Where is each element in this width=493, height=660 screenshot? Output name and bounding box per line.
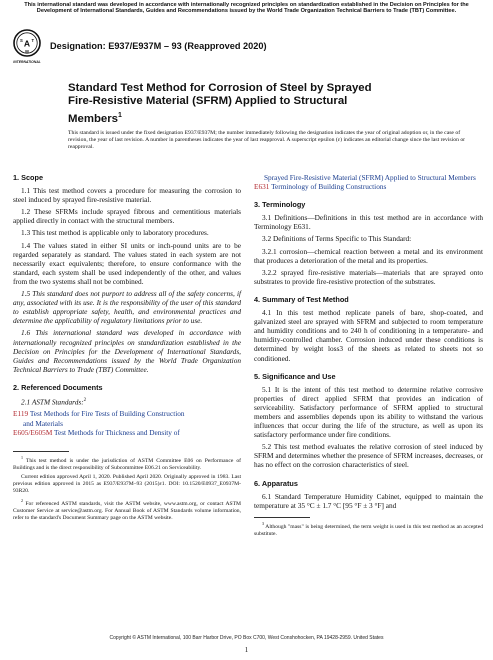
para-4-1: 4.1 In this test method replicate panels of bare, shop-coated, and galvanized steel are sprayed with SFRM and subjected to room temperature and humidity conditions and to 240 h of conditioning in a temperature- and humidity-controlled chamber. Corrosion induced under these conditions is determined by weight loss3 of the sheets as related to sheets not so conditioned.	[254, 308, 483, 363]
reference-e119-code[interactable]: E119	[13, 409, 29, 419]
reference-e631[interactable]	[254, 182, 483, 191]
reference-e605-title[interactable]: Test Methods for Thickness and Density of	[54, 427, 180, 437]
section-significance-heading: 5. Significance and Use	[254, 371, 336, 381]
para-3-2-2: 3.2.2 sprayed fire-resistive materials—materials that are sprayed onto substrates to provide fire-resistive protection of the substrates.	[254, 267, 483, 286]
para-5-1: 5.1 It is the intent of this test method to determine relative corrosive properties of direct applied SFRM that provides an indication of serviceability. Satisfactory performance of SFRM applied to structural members and assemblies depends upon its ability to withstand the various influences that occur during the life of the structure, as well as upon its satisfactory performance under fire conditions.	[254, 384, 483, 440]
reference-e631-title[interactable]: Terminology of Building Constructions	[271, 182, 387, 192]
para-1-6-text: 1.6 This international standard was developed in accordance with internationally recognized principles on standardization established in the Decision on Principles for the Development of International Standards, Guides and Recommendations issued by the World Trade Organization Technical Barriers to Trade (TBT) Committee.	[13, 328, 241, 374]
right-column	[254, 173, 483, 540]
para-3-2: 3.2 Definitions of Terms Specific to This Standard:	[262, 234, 412, 244]
section-apparatus-heading: 6. Apparatus	[254, 478, 298, 488]
left-column	[13, 173, 241, 525]
page-number: 1	[244, 646, 249, 654]
footnote-3: $^3$ Although "mass" is being determined, the term weight is used in this test method as an accepted substitute.	[254, 520, 483, 537]
section-summary-heading: 4. Summary of Test Method	[254, 294, 349, 304]
section-scope-heading: 1. Scope	[13, 173, 44, 182]
para-5-2: 5.2 This test method evaluates the relative corrosion of steel induced by SFRM and determines whether the presence of SFRM increases, decreases, or has no effect on the corrosion characteristics of steel.	[254, 442, 483, 470]
svg-text:INTERNATIONAL: INTERNATIONAL	[13, 60, 41, 64]
para-1-5-text: 1.5 This standard does not purport to address all of the safety concerns, if any, associated with its use. It is the responsibility of the user of this standard to establish appropriate safety, health, and environmental practices and determine the applicability of regulatory limitations prior to use.	[13, 289, 241, 326]
footnote-marker-2: 2	[83, 397, 87, 403]
title-footnote-marker: 1	[118, 111, 122, 119]
svg-text:M: M	[25, 49, 29, 54]
footnote-2: $^2$ For referenced ASTM standards, visit the ASTM website, www.astm.org, or contact ASTM Customer Service at service@astm.org. For Annual Book of ASTM Standards volume information, refer to the standard's Document Summary page on the ASTM website.	[13, 498, 241, 521]
reference-e119-title[interactable]: Test Methods for Fire Tests of Building Construction	[29, 409, 185, 419]
document-title	[68, 82, 398, 126]
designation: Designation: E937/E937M – 93 (Reapproved 2020)	[50, 41, 267, 51]
para-1-6	[13, 328, 241, 373]
copyright-footer: Copyright © ASTM International, 100 Barr Harbor Drive, PO Box C700, West Conshohocken, PA 19428-2959. United States	[109, 635, 384, 641]
section-terminology-heading: 3. Terminology	[254, 200, 306, 210]
tbt-notice: This international standard was developed in accordance with internationally recognized principles on standardization established in the Decision on Principles for the Development of International Standards, Guides and Recommendations issued by the World Trade Organization Technical Barriers to Trade (TBT) Committee.	[24, 2, 469, 15]
footnote-1-edition: Current edition approved April 1, 2020. Published April 2020. Originally approved in 1983. Last previous edition approved in 2015 as E937/E937M–93 (2015)ε1. DOI: 10.1520/E0937_E0937M-93R20.	[13, 474, 241, 495]
reference-e605-code[interactable]: E605/E605M	[13, 427, 53, 437]
para-1-1: 1.1 This test method covers a procedure for measuring the corrosion to steel induced by sprayed fire-resistive material.	[13, 186, 241, 205]
issuance-note: This standard is issued under the fixed designation E937/E937M; the number immediately following the designation indicates the year of original adoption or, in the case of revision, the year of last revision. A number in parentheses indicates the year of last reapproval. A superscript epsilon (ε) indicates an editorial change since the last revision or reapproval.	[68, 130, 466, 151]
reference-e605-continuation[interactable]: Sprayed Fire-Resistive Material (SFRM) Applied to Structural Members	[264, 173, 476, 182]
section-referenced-documents-heading: 2. Referenced Documents	[13, 382, 103, 392]
para-1-2: 1.2 These SFRMs include sprayed fibrous and cementitious materials applied directly in contact with the structural members.	[13, 207, 241, 226]
para-2-1	[13, 396, 241, 407]
reference-e119-continuation[interactable]: and Materials	[23, 418, 63, 428]
reference-e631-code[interactable]: E631	[254, 182, 270, 192]
reference-e119[interactable]	[13, 409, 241, 418]
reference-e605[interactable]	[13, 428, 241, 437]
footnote-2-text: For referenced ASTM standards, visit the ASTM website, www.astm.org, or contact ASTM Customer Service at service@astm.org. For Annual Book of ASTM Standards volume information, refer to the standard's Document Summary page on the ASTM website.	[13, 501, 241, 521]
para-1-5	[13, 289, 241, 325]
para-3-2-1: 3.2.1 corrosion—chemical reaction between a metal and its environment that produces a deterioration of the metal and its properties.	[254, 246, 483, 265]
para-3-1: 3.1 Definitions—Definitions in this test method are in accordance with Terminology E631.	[254, 213, 483, 232]
svg-text:A: A	[23, 38, 31, 49]
astm-logo	[12, 28, 42, 70]
para-1-3: 1.3 This test method is applicable only to laboratory procedures.	[21, 228, 209, 238]
para-1-4: 1.4 The values stated in either SI units or inch-pound units are to be regarded separately as standard. The values stated in each system are not necessarily exact equivalents; therefore, to ensure conformance with the standard, each system shall be used independently of the other, and values from the two systems shall not be combined.	[13, 240, 241, 286]
para-2-1-text: 2.1 ASTM Standards:	[21, 397, 84, 407]
title-text: Standard Test Method for Corrosion of Steel by Sprayed Fire-Resistive Material (SFRM) Applied to Structural Members	[68, 82, 372, 125]
para-6-1: 6.1 Standard Temperature Humidity Cabinet, equipped to maintain the temperature at 35 °C ± 1.7 °C [95 °F ± 3 °F] and	[254, 491, 483, 510]
svg-text:S: S	[20, 38, 23, 43]
svg-text:T: T	[31, 38, 35, 43]
footnote-3-text: Although "mass" is being determined, the term weight is used in this test method as an accepted substitute.	[254, 523, 483, 537]
footnote-1: $^1$ This test method is under the jurisdiction of ASTM Committee E06 on Performance of Buildings and is the direct responsibility of Subcommittee E06.21 on Serviceability.	[13, 454, 241, 471]
footnote-1-text: This test method is under the jurisdiction of ASTM Committee E06 on Performance of Buildings and is the direct responsibility of Subcommittee E06.21 on Serviceability.	[13, 457, 241, 471]
